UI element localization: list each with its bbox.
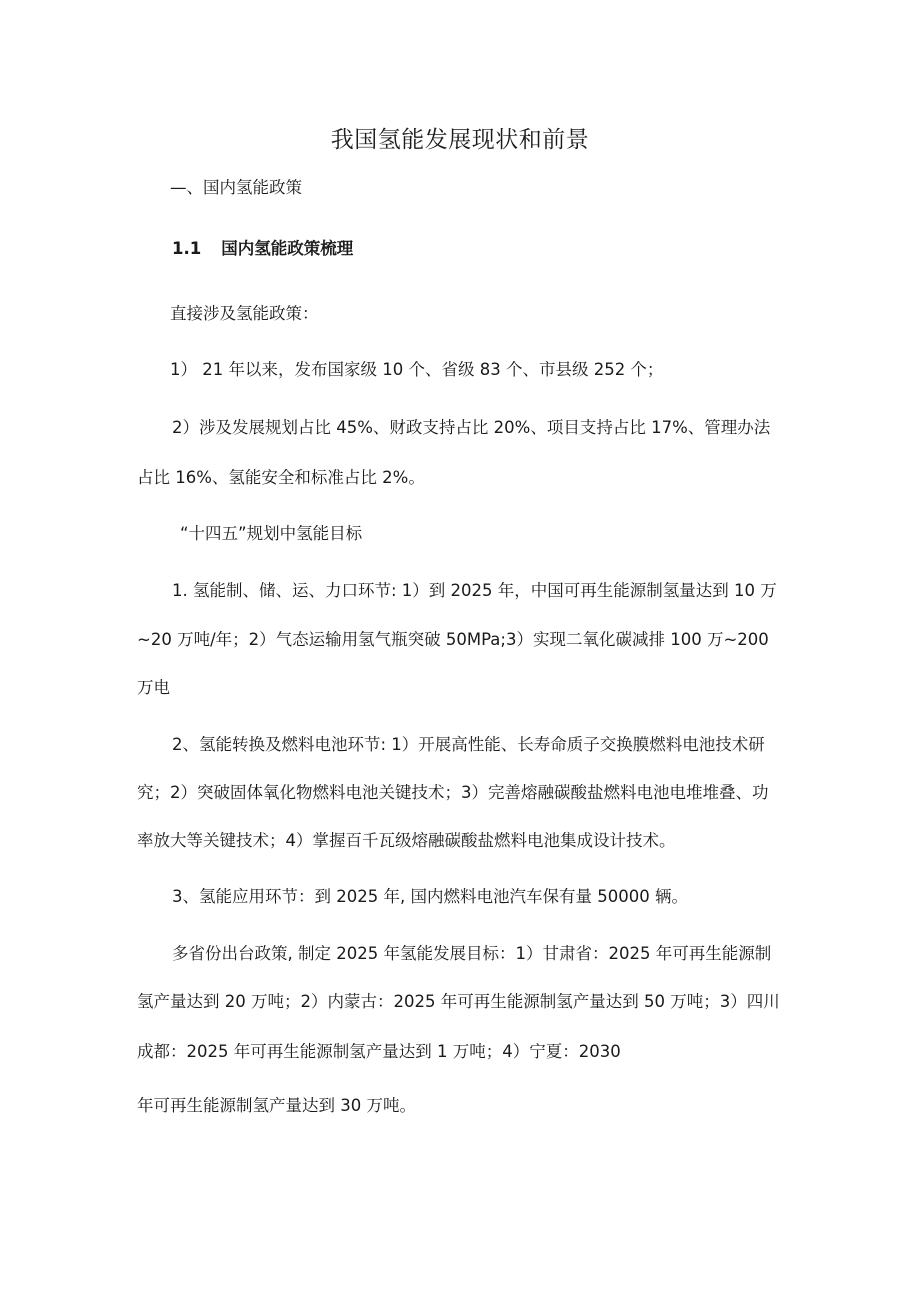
paragraph-3: 3、氢能应用环节：到 2025 年, 国内燃料电池汽车保有量 50000 辆。 bbox=[172, 887, 688, 906]
subsection-heading bbox=[172, 237, 353, 261]
direct-policy-label: 直接涉及氢能政策： bbox=[170, 304, 319, 323]
policy-item-2-line-1: 2）涉及发展规划占比 45%、财政支持占比 20%、项目支持占比 17%、管理办法 bbox=[172, 418, 771, 437]
policy-item-1: 1） 21 年以来，发布国家级 10 个、省级 83 个、市县级 252 个； bbox=[170, 360, 664, 379]
paragraph-1-line-1: 1. 氢能制、储、运、力口环节: 1）到 2025 年，中国可再生能源制氢量达到 10 万 bbox=[172, 581, 777, 600]
paragraph-1-line-3: 万电 bbox=[137, 678, 170, 697]
document-title: 我国氢能发展现状和前景 bbox=[330, 127, 590, 153]
paragraph-4-line-4: 年可再生能源制氢产量达到 30 万吨。 bbox=[137, 1096, 416, 1115]
paragraph-2-line-2: 究；2）突破固体氧化物燃料电池关键技术；3）完善熔融碳酸盐燃料电池电堆堆叠、功 bbox=[137, 783, 769, 802]
subsection-number: 1.1 bbox=[172, 239, 202, 258]
paragraph-2-line-1: 2、氢能转换及燃料电池环节: 1）开展高性能、长寿命质子交换膜燃料电池技术研 bbox=[172, 735, 765, 754]
paragraph-4-line-1: 多省份出台政策, 制定 2025 年氢能发展目标：1）甘肃省：2025 年可再生能源制 bbox=[172, 944, 772, 963]
subsection-title: 国内氢能政策梳理 bbox=[221, 239, 354, 258]
plan-heading: “十四五”规划中氢能目标 bbox=[180, 524, 363, 543]
paragraph-1-line-2: ~20 万吨/年；2）气态运输用氢气瓶突破 50MPa;3）实现二氧化碳减排 100 万~200 bbox=[137, 630, 769, 649]
paragraph-2-line-3: 率放大等关键技术；4）掌握百千瓦级熔融碳酸盐燃料电池集成设计技术。 bbox=[137, 831, 676, 850]
paragraph-4-line-2: 氢产量达到 20 万吨；2）内蒙古：2025 年可再生能源制氢产量达到 50 万吨；3）四川 bbox=[137, 992, 780, 1011]
policy-item-2-line-2: 占比 16%、氢能安全和标准占比 2%。 bbox=[137, 468, 425, 487]
section-heading: —、国内氢能政策 bbox=[170, 178, 302, 197]
paragraph-4-line-3: 成都：2025 年可再生能源制氢产量达到 1 万吨；4）宁夏：2030 bbox=[137, 1042, 621, 1061]
